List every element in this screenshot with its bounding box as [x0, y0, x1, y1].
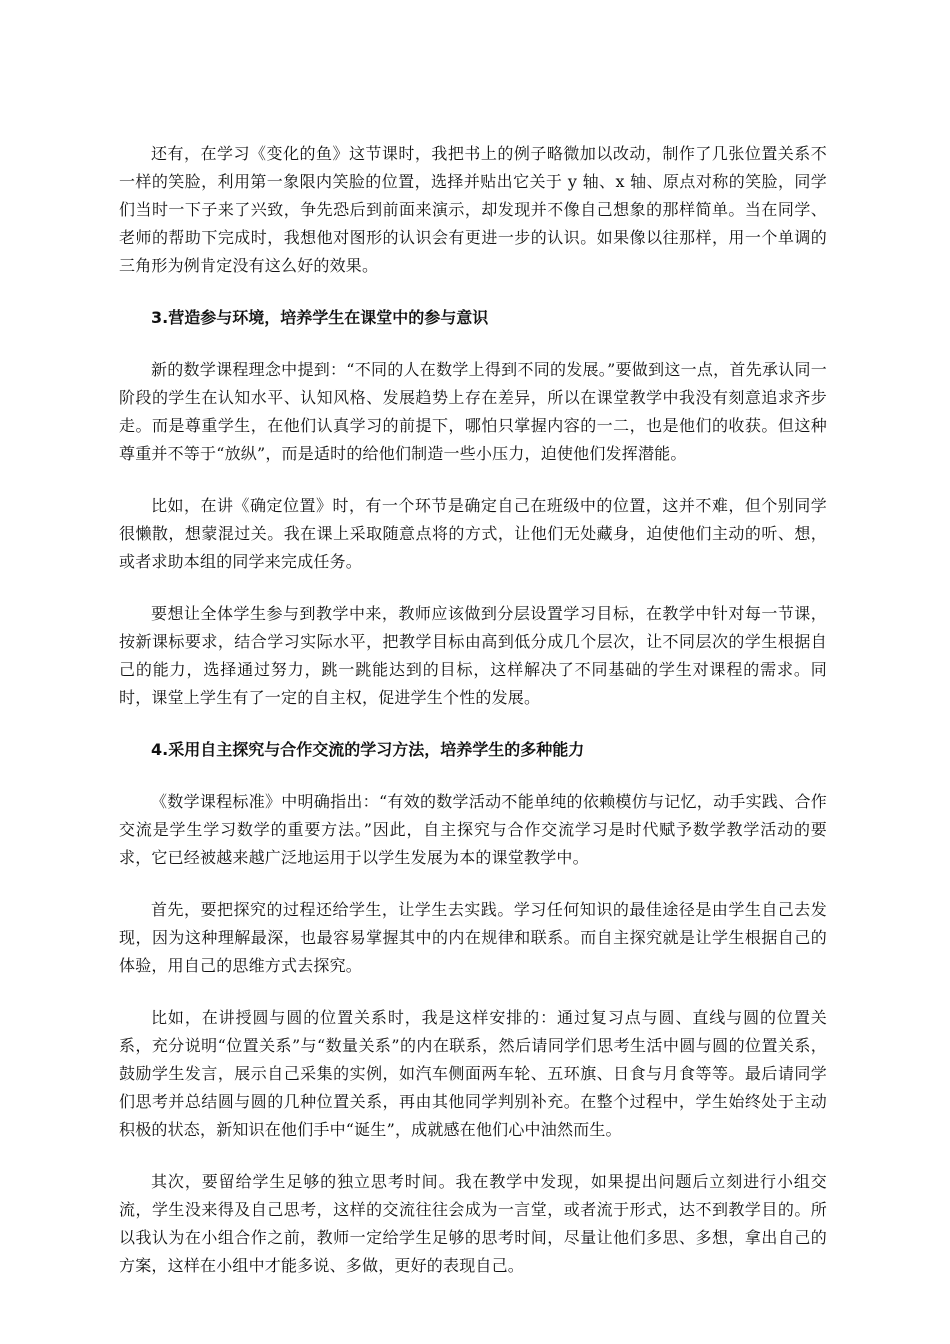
- paragraph-curriculum-concept: 新的数学课程理念中提到：“不同的人在数学上得到不同的发展。”要做到这一点，首先承认同一阶段的学生在认知水平、认知风格、发展趋势上存在差异，所以在课堂教学中我没有刻意追求齐步走。而是尊重学生，在他们认真学习的前提下，哪怕只掌握内容的一二，也是他们的收获。但这种尊重并不等于“放纵”，而是适时的给他们制造一些小压力，迫使他们发挥潜能。: [119, 360, 827, 463]
- paragraph-spacer: [119, 280, 827, 304]
- paragraph-thinking-time: 其次，要留给学生足够的独立思考时间。我在教学中发现，如果提出问题后立刻进行小组交流，学生没来得及自己思考，这样的交流往往会成为一言堂，或者流于形式，达不到教学目的。所以我认为在小组合作之前，教师一定给学生足够的思考时间，尽量让他们多思、多想，拿出自己的方案，这样在小组中才能多说、多做，更好的表现自己。: [119, 1172, 827, 1275]
- paragraph-determine-position: 比如，在讲《确定位置》时，有一个环节是确定自己在班级中的位置，这并不难，但个别同学很懒散，想蒙混过关。我在课上采取随意点将的方式，让他们无处藏身，迫使他们主动的听、想，或者求助本组的同学来完成任务。: [119, 496, 827, 571]
- paragraph-changing-fish: 还有，在学习《变化的鱼》这节课时，我把书上的例子略微加以改动，制作了几张位置关系不一样的笑脸，利用第一象限内笑脸的位置，选择并贴出它关于 y 轴、x 轴、原点对称的笑脸，同学们当时一下子来了兴致，争先恐后到前面来演示，却发现并不像自己想象的那样简单。当在同学、老师的帮助下完成时，我想他对图形的认识会有更进一步的认识。如果像以往那样，用一个单调的三角形为例肯定没有这么好的效果。: [119, 144, 827, 275]
- paragraph-curriculum-standard: 《数学课程标准》中明确指出：“有效的数学活动不能单纯的依赖模仿与记忆，动手实践、合作交流是学生学习数学的重要方法。”因此，自主探究与合作交流学习是时代赋予数学教学活动的要求，它已经被越来越广泛地运用于以学生发展为本的课堂教学中。: [119, 792, 827, 867]
- document-body: [119, 140, 827, 1280]
- paragraph-spacer: [119, 576, 827, 600]
- section-heading-3: 3.营造参与环境，培养学生在课堂中的参与意识: [151, 308, 489, 327]
- paragraph-spacer: [119, 872, 827, 896]
- paragraph-spacer: [119, 980, 827, 1004]
- paragraph-layered-goals: 要想让全体学生参与到教学中来，教师应该做到分层设置学习目标，在教学中针对每一节课，按新课标要求，结合学习实际水平，把教学目标由高到低分成几个层次，让不同层次的学生根据自己的能力，选择通过努力，跳一跳能达到的目标，这样解决了不同基础的学生对课程的需求。同时，课堂上学生有了一定的自主权，促进学生个性的发展。: [119, 604, 827, 707]
- paragraph-spacer: [119, 764, 827, 788]
- paragraph-spacer: [119, 712, 827, 736]
- paragraph-spacer: [119, 332, 827, 356]
- paragraph-inquiry-process: 首先，要把探究的过程还给学生，让学生去实践。学习任何知识的最佳途径是由学生自己去发现，因为这种理解最深，也最容易掌握其中的内在规律和联系。而自主探究就是让学生根据自己的体验，用自己的思维方式去探究。: [119, 900, 827, 975]
- paragraph-circle-relations: 比如，在讲授圆与圆的位置关系时，我是这样安排的：通过复习点与圆、直线与圆的位置关系，充分说明“位置关系”与“数量关系”的内在联系，然后请同学们思考生活中圆与圆的位置关系，鼓励学生发言，展示自己采集的实例，如汽车侧面两车轮、五环旗、日食与月食等等。最后请同学们思考并总结圆与圆的几种位置关系，再由其他同学判别补充。在整个过程中，学生始终处于主动积极的状态，新知识在他们手中“诞生”，成就感在他们心中油然而生。: [119, 1008, 827, 1139]
- section-heading-4: 4.采用自主探究与合作交流的学习方法，培养学生的多种能力: [151, 740, 585, 759]
- paragraph-spacer: [119, 1144, 827, 1168]
- paragraph-spacer: [119, 468, 827, 492]
